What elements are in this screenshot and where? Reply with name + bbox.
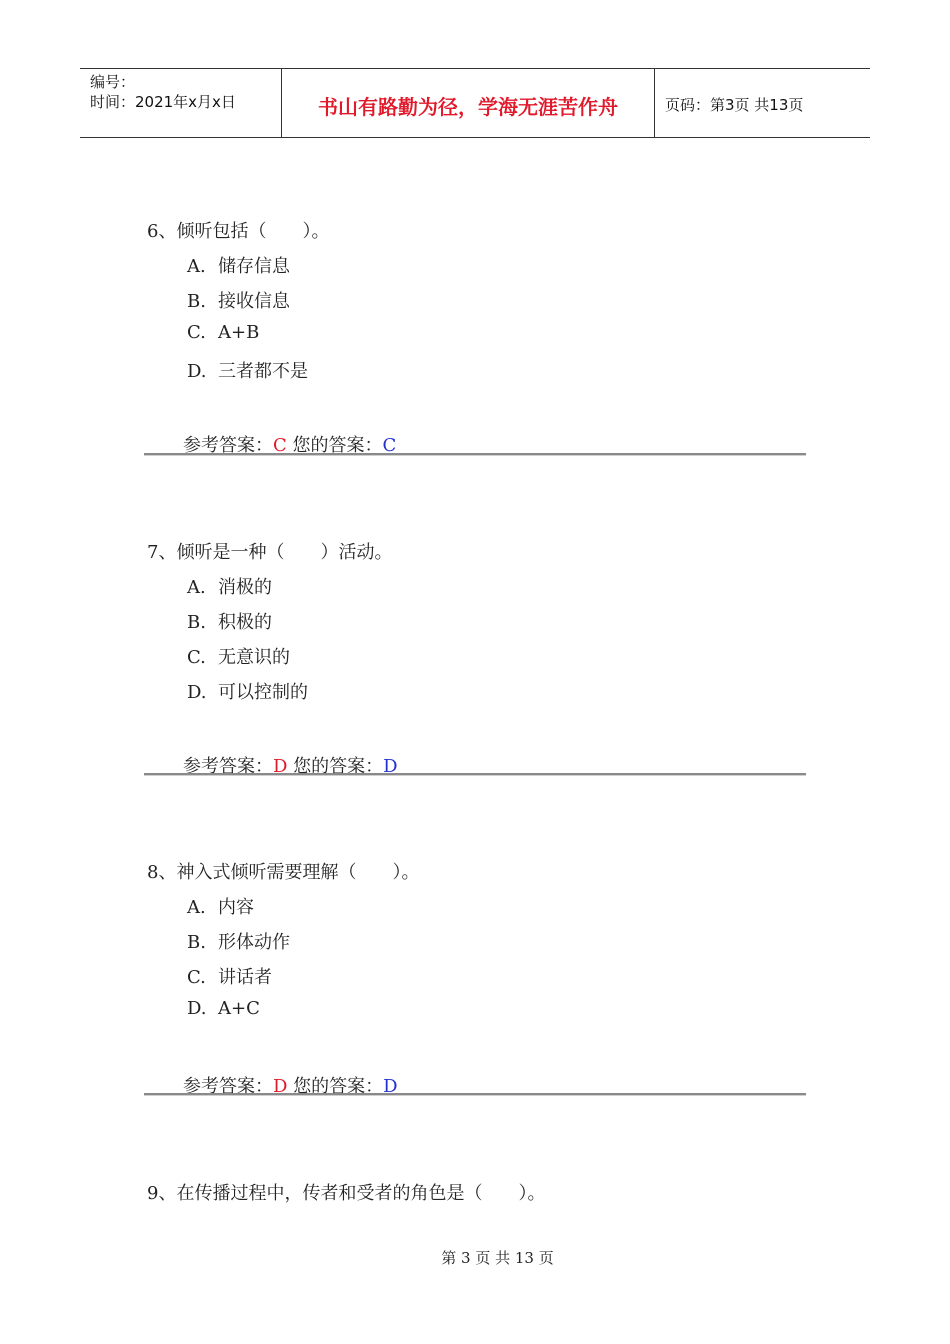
time-label: 时间：2021年x月x日	[90, 93, 236, 111]
your-answer: C	[382, 435, 397, 456]
option-letter: A.	[187, 577, 206, 598]
your-answer-label: 您的答案：	[293, 756, 384, 777]
option-text: 无意识的	[218, 647, 290, 668]
option-text: 积极的	[218, 612, 272, 633]
reference-answer: D	[273, 756, 288, 777]
separator-line	[144, 453, 806, 456]
page-info: 页码：第3页 共13页	[665, 96, 804, 114]
your-answer: D	[383, 756, 398, 777]
option-letter: D.	[187, 682, 207, 703]
option-text: A+B	[218, 322, 260, 343]
option-text: 形体动作	[218, 932, 290, 953]
option-letter: A.	[187, 256, 206, 277]
question-text: 7、倾听是一种（ ）活动。	[147, 542, 393, 563]
option-text: 讲话者	[218, 967, 272, 988]
question-text: 9、在传播过程中，传者和受者的角色是（ ）。	[147, 1183, 546, 1204]
option-letter: C.	[187, 967, 206, 988]
option-letter: B.	[187, 291, 206, 312]
option-letter: B.	[187, 612, 206, 633]
reference-answer: C	[273, 435, 287, 456]
your-answer-label: 您的答案：	[293, 1076, 384, 1097]
option-text: 消极的	[218, 577, 272, 598]
page-header	[80, 68, 870, 138]
motto: 书山有路勤为径，学海无涯苦作舟	[318, 95, 618, 119]
option-a	[187, 573, 272, 599]
option-text: 内容	[218, 897, 254, 918]
option-b	[187, 287, 290, 313]
option-text: A+C	[218, 998, 260, 1019]
header-page-cell	[655, 69, 870, 137]
header-meta-cell	[80, 69, 282, 137]
reference-answer-label: 参考答案：	[183, 756, 273, 777]
your-answer-label: 您的答案：	[292, 435, 383, 456]
option-text: 可以控制的	[218, 682, 308, 703]
question-text: 8、神入式倾听需要理解（ ）。	[147, 862, 420, 883]
option-b	[187, 928, 290, 954]
reference-answer-label: 参考答案：	[183, 435, 273, 456]
option-c	[187, 963, 272, 989]
option-a	[187, 893, 254, 919]
page-footer	[0, 1247, 950, 1268]
question-text: 6、倾听包括（ ）。	[147, 221, 330, 242]
option-d	[187, 678, 308, 704]
option-text: 接收信息	[218, 291, 290, 312]
serial-label: 编号：	[90, 73, 136, 91]
option-a	[187, 252, 290, 278]
option-c	[187, 322, 259, 343]
option-letter: D.	[187, 361, 207, 382]
header-motto-cell	[282, 69, 655, 137]
reference-answer-label: 参考答案：	[183, 1076, 273, 1097]
option-text: 储存信息	[218, 256, 290, 277]
option-c	[187, 643, 290, 669]
option-text: 三者都不是	[218, 361, 308, 382]
option-letter: C.	[187, 647, 206, 668]
separator-line	[144, 773, 806, 776]
option-d	[187, 998, 260, 1019]
option-b	[187, 608, 272, 634]
option-letter: A.	[187, 897, 206, 918]
option-d	[187, 357, 308, 383]
option-letter: B.	[187, 932, 206, 953]
option-letter: D.	[187, 998, 207, 1019]
option-letter: C.	[187, 322, 206, 343]
footer-page-number: 第 3 页 共 13 页	[441, 1249, 554, 1267]
separator-line	[144, 1093, 806, 1096]
reference-answer: D	[273, 1076, 288, 1097]
your-answer: D	[383, 1076, 398, 1097]
